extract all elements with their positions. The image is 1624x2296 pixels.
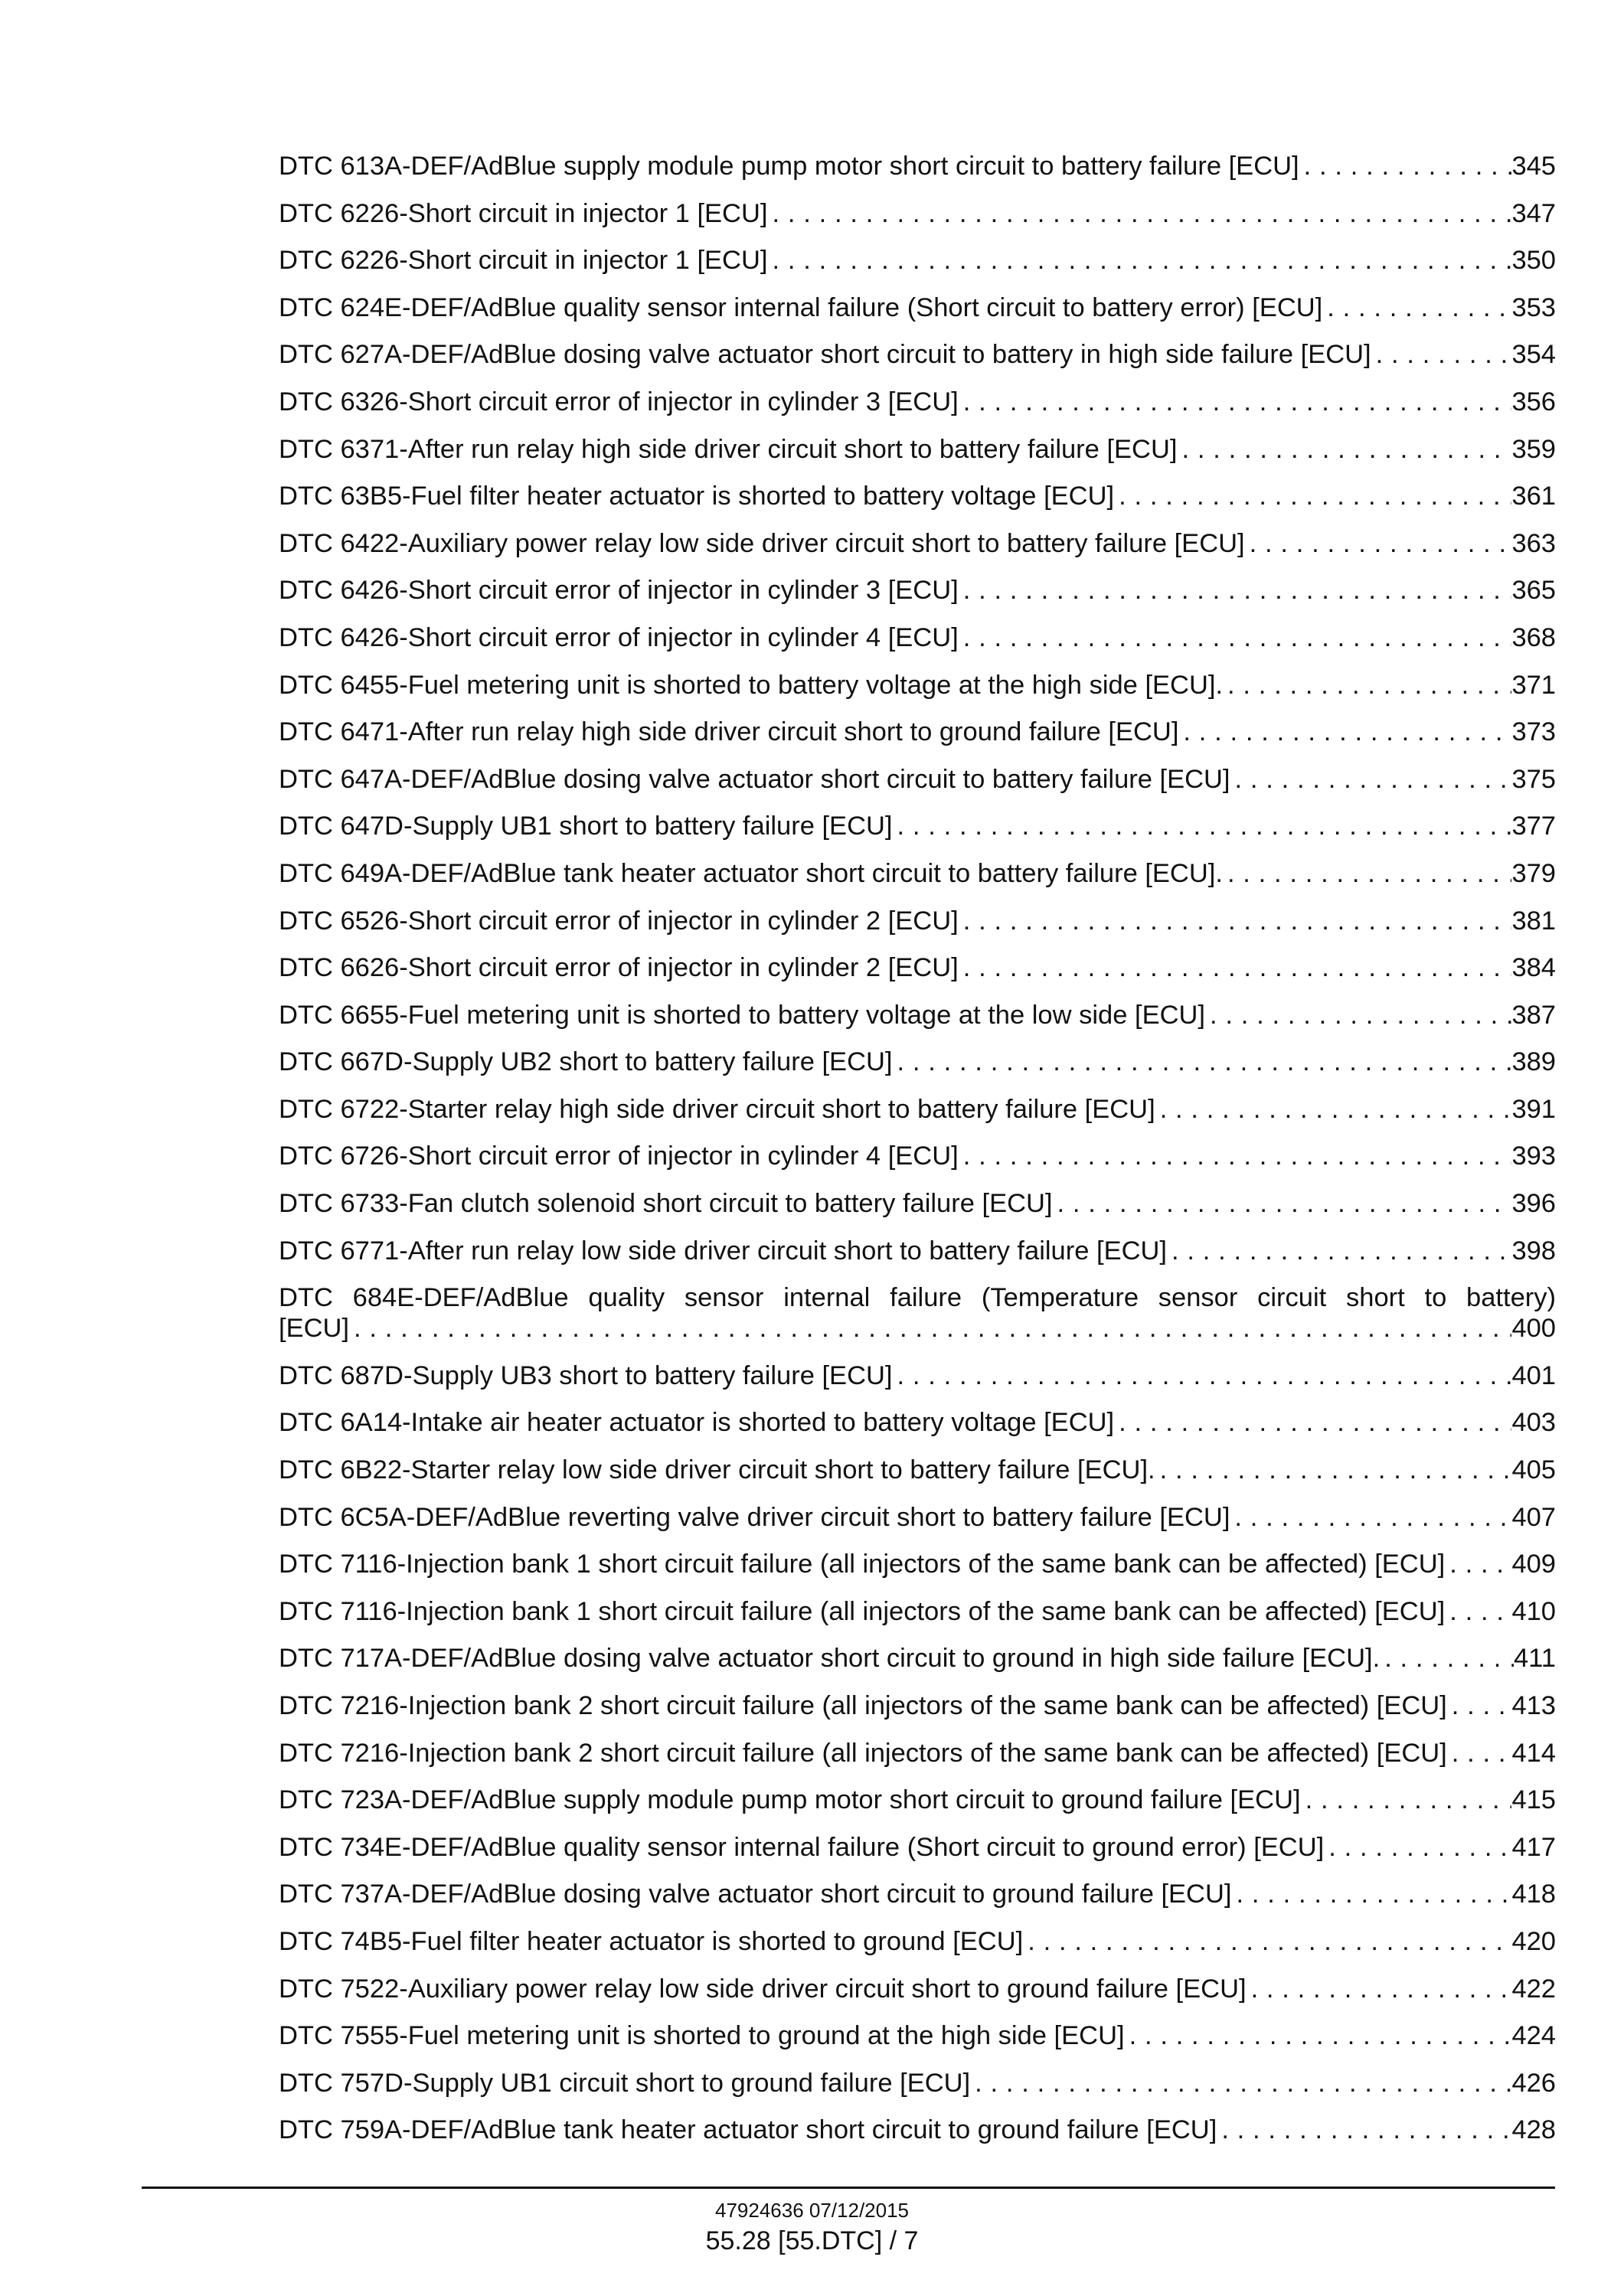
- toc-entry[interactable]: [279, 1690, 1556, 1721]
- dot-leader: [1155, 1455, 1512, 1485]
- toc-entry-title: DTC 74B5-Fuel filter heater actuator is shorted to ground [ECU]: [279, 1926, 1024, 1956]
- toc-entry[interactable]: [279, 528, 1556, 559]
- toc-entry-page: 414: [1511, 1738, 1556, 1768]
- toc-entry-page: 354: [1511, 340, 1556, 370]
- toc-entry-title: DTC 7555-Fuel metering unit is shorted to ground at the high side [ECU]: [279, 2021, 1125, 2051]
- toc-entry-page: 359: [1511, 434, 1556, 464]
- toc-entry-page: 403: [1511, 1408, 1556, 1438]
- toc-entry-title: DTC 717A-DEF/AdBlue dosing valve actuator short circuit to ground in high side failure [ECU].: [279, 1644, 1381, 1674]
- dot-leader: [1114, 481, 1511, 511]
- toc-entry-title: DTC 649A-DEF/AdBlue tank heater actuator short circuit to battery failure [ECU].: [279, 858, 1223, 888]
- toc-entry-title: DTC 737A-DEF/AdBlue dosing valve actuator short circuit to ground failure [ECU]: [279, 1880, 1232, 1909]
- dot-leader: [1167, 1236, 1511, 1266]
- toc-entry-title: DTC 6226-Short circuit in injector 1 [ECU]: [279, 198, 768, 228]
- toc-entry-page: 384: [1511, 953, 1556, 983]
- dot-leader: [970, 2068, 1511, 2098]
- dot-leader: [1247, 1974, 1512, 2004]
- toc-entry-page: 400: [1511, 1314, 1556, 1344]
- toc-entry-title: DTC 647A-DEF/AdBlue dosing valve actuator short circuit to battery failure [ECU]: [279, 764, 1230, 794]
- toc-entry[interactable]: [279, 292, 1556, 323]
- footer-divider: [142, 2187, 1555, 2189]
- toc-entry[interactable]: [279, 952, 1556, 983]
- dot-leader: [1155, 1094, 1512, 1125]
- toc-entry-title: DTC 6226-Short circuit in injector 1 [ECU]: [279, 246, 768, 276]
- dot-leader: [1380, 1643, 1514, 1674]
- toc-entry-title: DTC 6B22-Starter relay low side driver circuit short to battery failure [ECU].: [279, 1455, 1155, 1485]
- toc-entry-page: 405: [1511, 1455, 1556, 1485]
- dot-leader: [1322, 292, 1511, 323]
- dot-leader: [349, 1313, 1511, 1344]
- toc-entry[interactable]: [279, 1832, 1556, 1863]
- toc-entry[interactable]: [279, 1455, 1556, 1485]
- toc-entry-title: DTC 647D-Supply UB1 short to battery failure [ECU]: [279, 812, 893, 841]
- toc-entry-title: DTC 6526-Short circuit error of injector in cylinder 2 [ECU]: [279, 906, 959, 936]
- toc-entry[interactable]: [279, 2068, 1556, 2098]
- dot-leader: [1223, 858, 1512, 889]
- toc-entry[interactable]: [279, 2020, 1556, 2051]
- dot-leader: [959, 575, 1512, 606]
- toc-entry-title: DTC 6455-Fuel metering unit is shorted to battery voltage at the high side [ECU].: [279, 670, 1224, 700]
- toc-entry[interactable]: [279, 1879, 1556, 1909]
- dot-leader: [1023, 1926, 1511, 1957]
- toc-entry-page: 353: [1511, 292, 1556, 322]
- toc-entry-page: 375: [1511, 764, 1556, 794]
- toc-entry-title: DTC 7116-Injection bank 1 short circuit failure (all injectors of the same bank can be affected) [ECU]: [279, 1550, 1446, 1579]
- toc-entry-title: DTC 63B5-Fuel filter heater actuator is shorted to battery voltage [ECU]: [279, 482, 1115, 511]
- toc-entry-page: 410: [1511, 1596, 1556, 1626]
- dot-leader: [893, 1360, 1512, 1391]
- dot-leader: [1445, 1549, 1511, 1579]
- toc-entry-page: 393: [1511, 1141, 1556, 1171]
- toc-group: [279, 1360, 1556, 2146]
- toc-entry[interactable]: [279, 1926, 1556, 1957]
- toc-entry-page: 424: [1511, 2021, 1556, 2051]
- toc-entry-page: 389: [1511, 1047, 1556, 1077]
- toc-entry-title: DTC 6326-Short circuit error of injector in cylinder 3 [ECU]: [279, 387, 959, 416]
- toc-entry[interactable]: [279, 1360, 1556, 1391]
- footer-document-id: 47924636 07/12/2015: [714, 2199, 910, 2222]
- toc-entry-title: DTC 624E-DEF/AdBlue quality sensor internal failure (Short circuit to battery error) [ECU]: [279, 292, 1323, 322]
- toc-entry[interactable]: [279, 1974, 1556, 2004]
- toc-entry[interactable]: [279, 245, 1556, 276]
- toc-entry[interactable]: [279, 151, 1556, 181]
- toc-entry[interactable]: [279, 1236, 1556, 1266]
- footer-page-reference: 55.28 [55.DTC] / 7: [705, 2226, 919, 2255]
- toc-entry-page: 345: [1511, 152, 1556, 181]
- toc-entry-page: 371: [1511, 670, 1556, 700]
- dot-leader: [1223, 670, 1511, 701]
- toc-entry-title: DTC 6733-Fan clutch solenoid short circuit to battery failure [ECU]: [279, 1189, 1053, 1219]
- toc-entry[interactable]: [279, 811, 1556, 841]
- toc-entry[interactable]: [279, 198, 1556, 229]
- dot-leader: [959, 387, 1512, 417]
- toc-entry[interactable]: [279, 387, 1556, 417]
- toc-entry-page: 428: [1511, 2115, 1556, 2145]
- dot-leader: [1447, 1690, 1512, 1721]
- toc-entry-title: DTC 6471-After run relay high side driver circuit short to ground failure [ECU]: [279, 717, 1179, 747]
- dot-leader: [959, 952, 1512, 983]
- toc-entry-page: 418: [1511, 1880, 1556, 1909]
- toc-entry[interactable]: [279, 1188, 1556, 1219]
- toc-entry-title-continued: [ECU]: [279, 1314, 350, 1344]
- toc-entry-page: 350: [1511, 246, 1556, 276]
- toc-entry[interactable]: [279, 1643, 1556, 1674]
- toc-entry[interactable]: [279, 481, 1556, 511]
- toc-entry-page: 426: [1511, 2068, 1556, 2098]
- toc-entry[interactable]: [279, 670, 1556, 701]
- toc-entry[interactable]: [279, 906, 1556, 936]
- toc-entry[interactable]: [279, 1502, 1556, 1533]
- dot-leader: [1178, 717, 1511, 747]
- toc-entry-page: 422: [1511, 1974, 1556, 2004]
- dot-leader: [1231, 1879, 1511, 1909]
- dot-leader: [767, 198, 1511, 229]
- toc-entry-title: DTC 6422-Auxiliary power relay low side driver circuit short to battery failure [ECU]: [279, 528, 1245, 558]
- toc-entry-title: DTC 6371-After run relay high side driver circuit short to battery failure [ECU]: [279, 434, 1178, 464]
- toc-entry-page: 409: [1511, 1550, 1556, 1579]
- toc-entry[interactable]: [279, 1094, 1556, 1125]
- toc-entry-page: 391: [1511, 1094, 1556, 1124]
- dot-leader: [1125, 2020, 1512, 2051]
- toc-entry-title: DTC 6426-Short circuit error of injector in cylinder 4 [ECU]: [279, 622, 959, 652]
- toc-entry-page: 373: [1511, 717, 1556, 747]
- toc-entry-page: 420: [1511, 1926, 1556, 1956]
- toc-entry-page: 396: [1511, 1189, 1556, 1219]
- dot-leader: [1230, 1502, 1511, 1533]
- toc-entry-title: DTC 6A14-Intake air heater actuator is shorted to battery voltage [ECU]: [279, 1408, 1115, 1438]
- toc-entry[interactable]: [279, 858, 1556, 889]
- toc-entry-page: 361: [1511, 482, 1556, 511]
- toc-entry[interactable]: [279, 2115, 1556, 2145]
- toc-entry-title: DTC 6626-Short circuit error of injector in cylinder 2 [ECU]: [279, 953, 959, 983]
- toc-entry[interactable]: [279, 1738, 1556, 1769]
- dot-leader: [959, 906, 1512, 936]
- toc-entry[interactable]: [279, 434, 1556, 465]
- dot-leader: [893, 1047, 1512, 1077]
- dot-leader: [1205, 1000, 1511, 1030]
- toc-entry-page: 368: [1511, 622, 1556, 652]
- toc-entry-page: 365: [1511, 576, 1556, 606]
- toc-entry-page: 417: [1511, 1832, 1556, 1862]
- dot-leader: [1299, 151, 1512, 181]
- dot-leader: [1447, 1738, 1512, 1769]
- toc-entry[interactable]: [279, 1596, 1556, 1627]
- toc-entry[interactable]: [279, 1785, 1556, 1815]
- dot-leader: [1371, 339, 1512, 370]
- dot-leader: [893, 811, 1512, 841]
- toc-entry-title: DTC 6655-Fuel metering unit is shorted to battery voltage at the low side [ECU]: [279, 1000, 1205, 1030]
- toc-entry-page: 413: [1511, 1691, 1556, 1720]
- toc-entry-title: DTC 759A-DEF/AdBlue tank heater actuator short circuit to ground failure [ECU]: [279, 2115, 1217, 2145]
- toc-entry-page: 387: [1511, 1000, 1556, 1030]
- toc-entry[interactable]: [279, 1000, 1556, 1030]
- dot-leader: [767, 245, 1511, 276]
- toc-group: [279, 151, 1556, 1266]
- toc-entry-title: DTC 6C5A-DEF/AdBlue reverting valve driver circuit short to battery failure [ECU]: [279, 1502, 1230, 1532]
- toc-entry-title: DTC 734E-DEF/AdBlue quality sensor internal failure (Short circuit to ground error) [ECU]: [279, 1832, 1325, 1862]
- toc-entry[interactable]: [279, 1282, 1556, 1344]
- toc-entry-title: DTC 7522-Auxiliary power relay low side driver circuit short to ground failure [ECU]: [279, 1974, 1247, 2004]
- toc-entry-page: 407: [1511, 1502, 1556, 1532]
- toc-entry-page: 356: [1511, 387, 1556, 416]
- toc-entry-page: 398: [1511, 1236, 1556, 1266]
- toc-entry-title: DTC 7116-Injection bank 1 short circuit failure (all injectors of the same bank can be affected) [ECU]: [279, 1596, 1446, 1626]
- dot-leader: [1445, 1596, 1511, 1627]
- dot-leader: [1114, 1407, 1511, 1438]
- toc-entry[interactable]: [279, 717, 1556, 747]
- toc-entry[interactable]: [279, 1407, 1556, 1438]
- toc-entry-title: DTC 613A-DEF/AdBlue supply module pump motor short circuit to battery failure [ECU]: [279, 152, 1299, 181]
- toc-entry-title: DTC 667D-Supply UB2 short to battery failure [ECU]: [279, 1047, 893, 1077]
- dot-leader: [1217, 2115, 1511, 2145]
- toc-entry[interactable]: [279, 1549, 1556, 1579]
- toc-entry-title: DTC 723A-DEF/AdBlue supply module pump motor short circuit to ground failure [ECU]: [279, 1785, 1301, 1815]
- dot-leader: [959, 1141, 1512, 1171]
- toc-entry-title: DTC 6771-After run relay low side driver circuit short to battery failure [ECU]: [279, 1236, 1167, 1266]
- dot-leader: [1053, 1188, 1512, 1219]
- table-of-contents: [279, 151, 1556, 2162]
- toc-entry-title: DTC 7216-Injection bank 2 short circuit failure (all injectors of the same bank can be affected) [ECU]: [279, 1691, 1447, 1720]
- toc-entry-title: DTC 757D-Supply UB1 circuit short to ground failure [ECU]: [279, 2068, 971, 2098]
- toc-entry-page: 411: [1513, 1644, 1556, 1674]
- dot-leader: [1230, 764, 1512, 795]
- dot-leader: [1301, 1785, 1512, 1815]
- toc-entry-title: DTC 6722-Starter relay high side driver circuit short to battery failure [ECU]: [279, 1094, 1155, 1124]
- toc-entry-page: 381: [1511, 906, 1556, 936]
- toc-entry-page: 363: [1511, 528, 1556, 558]
- toc-entry-title: DTC 6726-Short circuit error of injector in cylinder 4 [ECU]: [279, 1141, 959, 1171]
- toc-entry-title: DTC 687D-Supply UB3 short to battery failure [ECU]: [279, 1360, 893, 1390]
- dot-leader: [1245, 528, 1512, 559]
- toc-entry-title: DTC 684E-DEF/AdBlue quality sensor internal failure (Temperature sensor circuit short to battery): [279, 1283, 1556, 1313]
- toc-entry[interactable]: [279, 1047, 1556, 1077]
- toc-entry-page: 347: [1511, 198, 1556, 228]
- toc-entry-title: DTC 7216-Injection bank 2 short circuit failure (all injectors of the same bank can be affected) [ECU]: [279, 1738, 1447, 1768]
- toc-entry-page: 379: [1511, 858, 1556, 888]
- toc-entry[interactable]: [279, 575, 1556, 606]
- dot-leader: [959, 622, 1512, 653]
- toc-entry-title: DTC 627A-DEF/AdBlue dosing valve actuator short circuit to battery in high side failure [ECU]: [279, 340, 1371, 370]
- dot-leader: [1324, 1832, 1511, 1863]
- toc-entry-title: DTC 6426-Short circuit error of injector in cylinder 3 [ECU]: [279, 576, 959, 606]
- toc-entry[interactable]: [279, 764, 1556, 795]
- toc-entry[interactable]: [279, 339, 1556, 370]
- dot-leader: [1177, 434, 1511, 465]
- toc-entry[interactable]: [279, 1141, 1556, 1171]
- toc-entry-page: 415: [1511, 1785, 1556, 1815]
- toc-entry-page: 377: [1511, 812, 1556, 841]
- toc-entry[interactable]: [279, 622, 1556, 653]
- toc-entry-page: 401: [1511, 1360, 1556, 1390]
